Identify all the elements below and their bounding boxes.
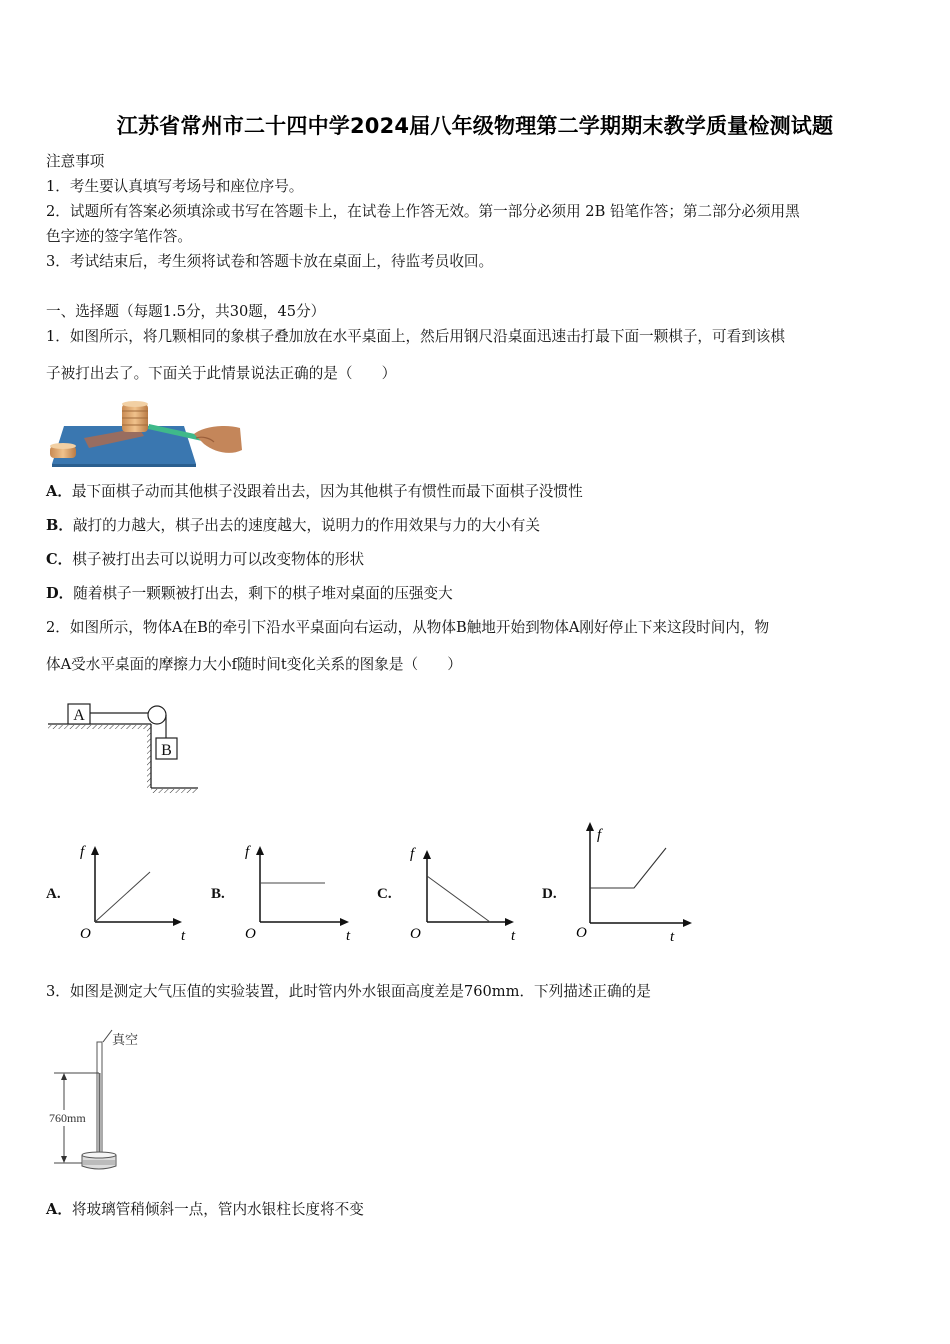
- y-axis-label: f: [597, 827, 602, 843]
- option-text: 将玻璃管稍倾斜一点，管内水银柱长度将不变: [71, 1201, 364, 1218]
- origin-label: O: [410, 926, 421, 942]
- y-axis-label: f: [245, 844, 250, 860]
- option-text: 棋子被打出去可以说明力可以改变物体的形状: [72, 551, 365, 568]
- question-3-option-a: [46, 1200, 364, 1220]
- question-1-option-d: [46, 584, 453, 604]
- chess-pieces-figure: [44, 398, 244, 470]
- origin-label: O: [576, 925, 587, 941]
- graph-option-c: [402, 838, 532, 943]
- x-axis-label: t: [511, 928, 516, 943]
- option-label: A．: [46, 1201, 72, 1218]
- height-label: 760mm: [49, 1111, 86, 1125]
- option-label: B．: [46, 517, 73, 534]
- y-axis-label: f: [410, 846, 415, 862]
- notice-item-2: 2．试题所有答案必须填涂或书写在答题卡上，在试卷上作答无效。第一部分必须用 2B 铅笔作答；第二部分必须用黑: [46, 203, 800, 220]
- graph-option-a: [70, 838, 200, 943]
- page-title: 江苏省常州市二十四中学2024届八年级物理第二学期期末教学质量检测试题: [116, 114, 834, 138]
- block-a-label: A: [73, 707, 85, 724]
- origin-label: O: [245, 926, 256, 942]
- question-1-option-c: [46, 550, 364, 570]
- origin-label: O: [80, 926, 91, 942]
- notice-item-1: 1．考生要认真填写考场号和座位序号。: [46, 178, 304, 195]
- block-b-label: B: [161, 742, 172, 759]
- graph-option-d: [570, 815, 700, 945]
- notice-heading: 注意事项: [46, 153, 105, 170]
- barometer-figure: [44, 1028, 154, 1173]
- x-axis-label: t: [181, 928, 186, 943]
- option-label: A．: [46, 483, 72, 500]
- option-label: C．: [46, 551, 73, 568]
- graph-option-a-label: A.: [46, 886, 61, 902]
- option-label: D．: [46, 585, 74, 602]
- question-1-stem-cont: 子被打出去了。下面关于此情景说法正确的是（ ）: [46, 365, 397, 382]
- question-1-stem: 1．如图所示，将几颗相同的象棋子叠加放在水平桌面上，然后用钢尺沿桌面迅速击打最下面一颗棋子，可看到该棋: [46, 328, 785, 345]
- graph-option-d-label: D.: [542, 886, 557, 902]
- y-axis-label: f: [80, 844, 85, 860]
- option-text: 随着棋子一颗颗被打出去，剩下的棋子堆对桌面的压强变大: [73, 585, 453, 602]
- section-heading: 一、选择题（每题1.5分，共30题，45分）: [46, 303, 326, 320]
- question-3-stem: 3．如图是测定大气压值的实验装置，此时管内外水银面高度差是760mm．下列描述正确的是: [46, 983, 651, 1000]
- option-text: 最下面棋子动而其他棋子没跟着出去，因为其他棋子有惯性而最下面棋子没惯性: [71, 483, 583, 500]
- notice-item-3: 3．考试结束后，考生须将试卷和答题卡放在桌面上，待监考员收回。: [46, 253, 494, 270]
- x-axis-label: t: [346, 928, 351, 943]
- pulley-diagram: [44, 698, 204, 798]
- question-2-stem: 2．如图所示，物体A在B的牵引下沿水平桌面向右运动，从物体B触地开始到物体A刚好停止下来这段时间内，物: [46, 619, 770, 636]
- graph-option-b-label: B.: [211, 886, 225, 902]
- graph-option-c-label: C.: [377, 886, 392, 902]
- x-axis-label: t: [670, 929, 675, 945]
- question-1-option-b: [46, 516, 540, 536]
- option-text: 敲打的力越大，棋子出去的速度越大，说明力的作用效果与力的大小有关: [72, 517, 540, 534]
- question-2-stem-cont: 体A受水平桌面的摩擦力大小f随时间t变化关系的图象是（ ）: [46, 656, 462, 673]
- graph-option-b: [235, 838, 365, 943]
- vacuum-label: 真空: [112, 1032, 139, 1047]
- notice-item-2-cont: 色字迹的签字笔作答。: [46, 228, 192, 245]
- question-1-option-a: [46, 482, 583, 502]
